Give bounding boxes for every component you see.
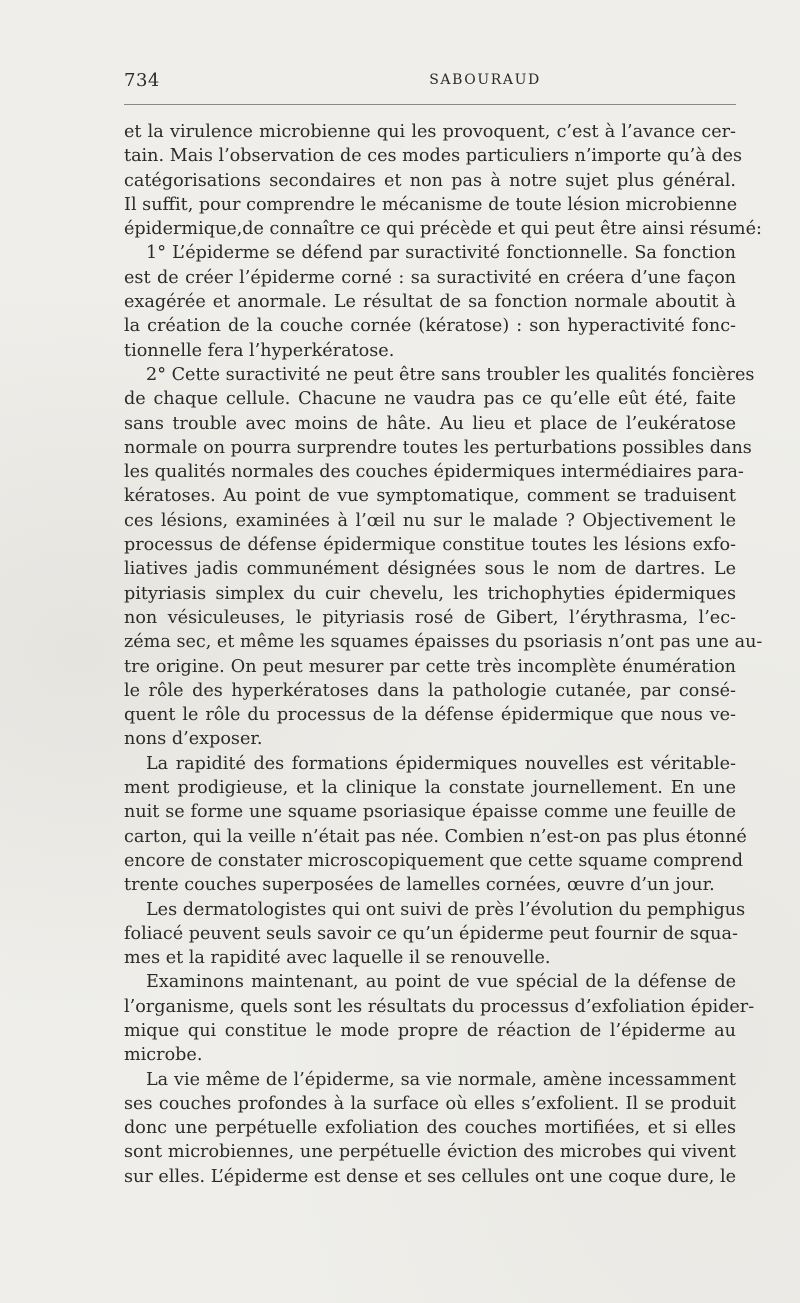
text-line: mes et la rapidité avec laquelle il se renouvelle. <box>124 948 551 969</box>
text-line: épidermique,de connaître ce qui précède et qui peut être ainsi résumé: <box>124 219 762 240</box>
text-line: donc une perpétuelle exfoliation des couches mortifiées, et si elles <box>124 1118 736 1139</box>
text-line: ment prodigieuse, et la clinique la constate journellement. En une <box>124 778 736 799</box>
text-line: le rôle des hyperkératoses dans la pathologie cutanée, par consé- <box>124 680 736 701</box>
text-line: nons d’exposer. <box>124 729 263 750</box>
text-line: catégorisations secondaires et non pas à notre sujet plus général. <box>124 170 736 191</box>
text-line: La rapidité des formations épidermiques nouvelles est véritable- <box>146 753 736 774</box>
text-line: mique qui constitue le mode propre de réaction de l’épiderme au <box>124 1020 736 1041</box>
text-line: Examinons maintenant, au point de vue spécial de la défense de <box>146 972 736 993</box>
text-line: Il suffit, pour comprendre le mécanisme de toute lésion microbienne <box>124 194 738 215</box>
text-line: pityriasis simplex du cuir chevelu, les trichophyties épidermiques <box>124 583 736 604</box>
text-line: kératoses. Au point de vue symptomatique, comment se traduisent <box>124 486 736 507</box>
running-head <box>124 70 736 100</box>
text-line: sans trouble avec moins de hâte. Au lieu et place de l’eukératose <box>124 413 736 434</box>
text-line: quent le rôle du processus de la défense épidermique que nous ve- <box>124 705 736 726</box>
text-line: La vie même de l’épiderme, sa vie normale, amène incessamment <box>146 1069 736 1090</box>
text-line: la création de la couche cornée (kératose) : son hyperactivité fonc- <box>124 316 736 337</box>
text-line: foliacé peuvent seuls savoir ce qu’un épiderme peut fournir de squa- <box>124 923 738 944</box>
text-line: carton, qui la veille n’était pas née. Combien n’est-on pas plus étonné <box>124 826 747 847</box>
text-line: ces lésions, examinées à l’œil nu sur le malade ? Objectivement le <box>124 510 736 531</box>
text-line: liatives jadis communément désignées sous le nom de dartres. Le <box>124 559 736 580</box>
text-line: nuit se forme une squame psoriasique épaisse comme une feuille de <box>124 802 736 823</box>
text-line: tionnelle fera l’hyperkératose. <box>124 340 395 361</box>
header-rule <box>124 104 736 105</box>
text-line: tain. Mais l’observation de ces modes particuliers n’importe qu’à des <box>124 146 743 167</box>
page-number: 734 <box>124 70 160 91</box>
body-text <box>124 120 763 1189</box>
text-line: l’organisme, quels sont les résultats du processus d’exfoliation épider- <box>124 996 755 1017</box>
text-line: non vésiculeuses, le pityriasis rosé de Gibert, l’érythrasma, l’ec- <box>124 607 736 628</box>
text-line: 1° L’épiderme se défend par suractivité fonctionnelle. Sa fonction <box>146 243 736 264</box>
text-line: normale on pourra surprendre toutes les perturbations possibles dans <box>124 437 752 458</box>
text-line: sur elles. L’épiderme est dense et ses cellules ont une coque dure, le <box>124 1166 736 1187</box>
text-line: processus de défense épidermique constitue toutes les lésions exfo- <box>124 535 736 556</box>
text-line: encore de constater microscopiquement que cette squame comprend <box>124 850 743 871</box>
running-title: SABOURAUD <box>429 72 541 88</box>
text-line: ses couches profondes à la surface où elles s’exfolient. Il se produit <box>124 1093 736 1114</box>
text-line: et la virulence microbienne qui les provoquent, c’est à l’avance cer- <box>124 122 736 142</box>
text-line: Les dermatologistes qui ont suivi de près l’évolution du pemphigus <box>146 899 746 920</box>
text-line: 2° Cette suractivité ne peut être sans troubler les qualités foncières <box>146 364 755 385</box>
text-line: tre origine. On peut mesurer par cette très incomplète énumération <box>124 656 736 677</box>
text-line: zéma sec, et même les squames épaisses du psoriasis n’ont pas une au- <box>124 632 763 653</box>
text-line: microbe. <box>124 1045 203 1066</box>
text-line: les qualités normales des couches épidermiques intermédiaires para- <box>124 462 744 483</box>
text-line: est de créer l’épiderme corné : sa suractivité en créera d’une façon <box>124 267 736 288</box>
text-line: exagérée et anormale. Le résultat de sa fonction normale aboutit à <box>124 292 736 313</box>
text-line: sont microbiennes, une perpétuelle éviction des microbes qui vivent <box>124 1142 736 1163</box>
text-line: trente couches superposées de lamelles cornées, œuvre d’un jour. <box>124 875 715 896</box>
text-line: de chaque cellule. Chacune ne vaudra pas ce qu’elle eût été, faite <box>124 389 736 410</box>
